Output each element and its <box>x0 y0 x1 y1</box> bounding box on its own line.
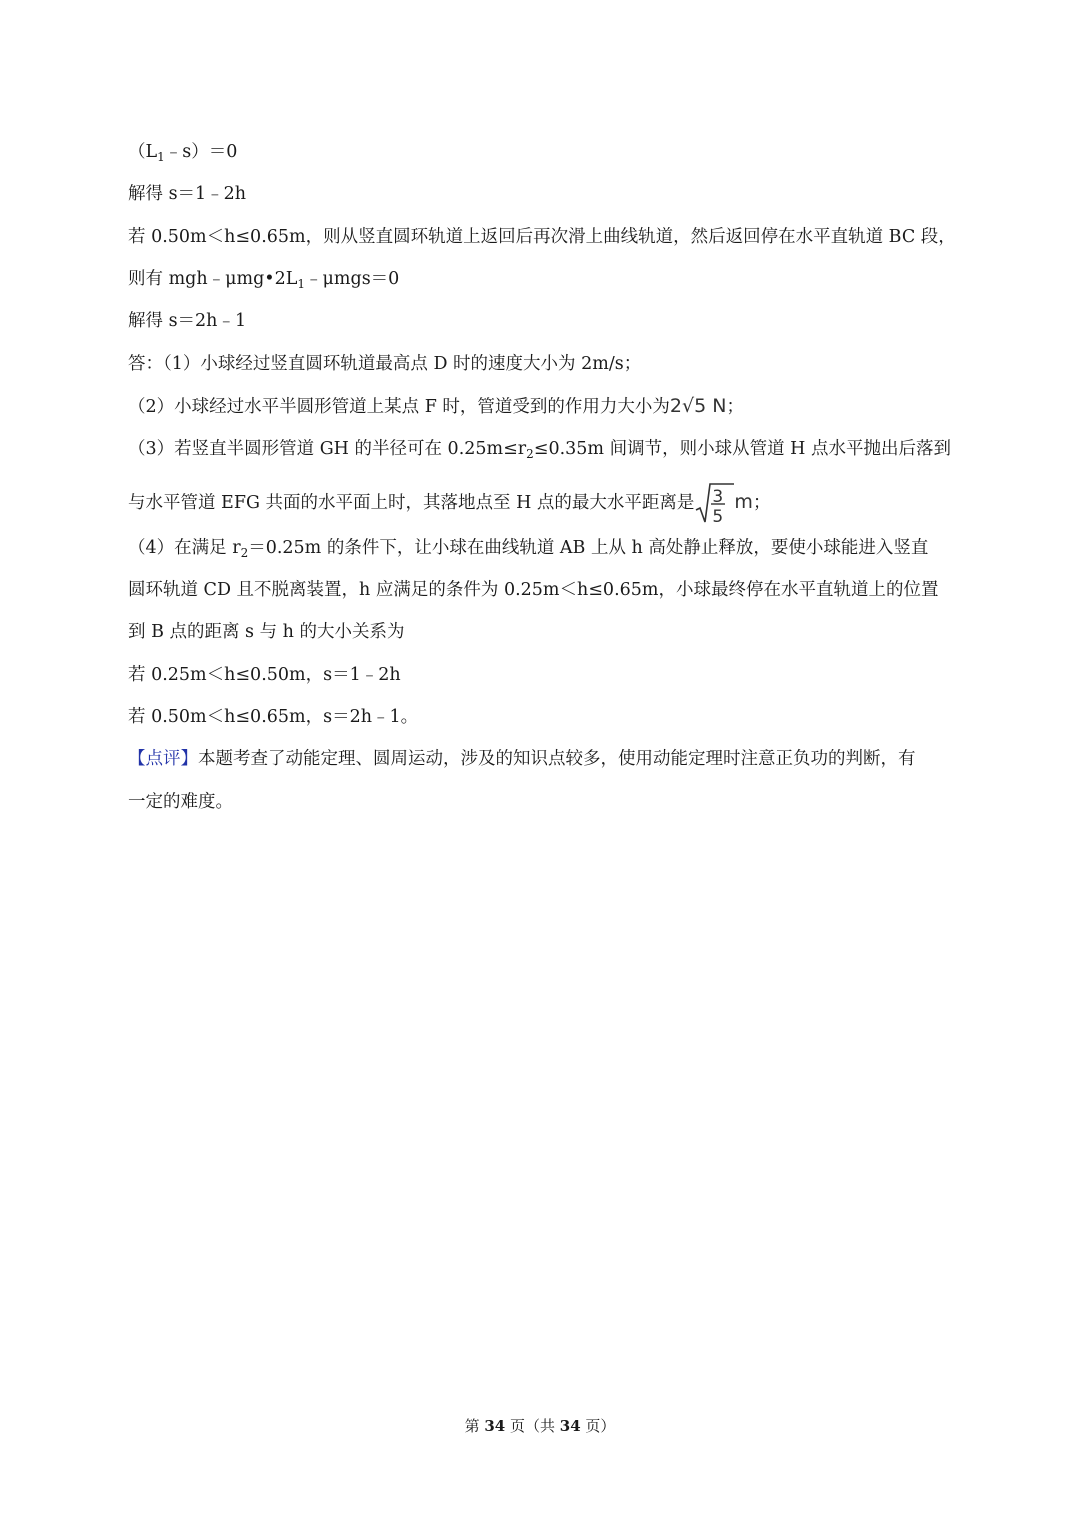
text-line: 解得 s＝2h﹣1 <box>128 311 247 331</box>
text: ≤0.35m 间调节，则小球从管道 H 点水平抛出后落到 <box>533 439 951 459</box>
page-number: 34 <box>484 1417 506 1435</box>
subscript: 1 <box>157 150 165 164</box>
text: ﹣s）＝0 <box>164 142 238 162</box>
unit: m <box>734 491 753 513</box>
text-line <box>128 266 976 297</box>
text: （2）小球经过水平半圆形管道上某点 F 时，管道受到的作用力大小为 <box>128 397 670 417</box>
text: ﹣μmgs＝0 <box>305 269 400 289</box>
subscript: 1 <box>297 277 306 291</box>
text: 则有 mgh﹣μmg•2L <box>128 269 298 289</box>
text-line <box>128 535 976 566</box>
text-line: 答：（1）小球经过竖直圆环轨道最高点 D 时的速度大小为 2m/s； <box>128 354 642 374</box>
subscript: 2 <box>240 546 249 560</box>
text-line: 圆环轨道 CD 且不脱离装置，h 应满足的条件为 0.25m＜h≤0.65m，小球最终停在水平直轨道上的位置 <box>128 580 939 600</box>
text: ； <box>752 493 771 513</box>
text: 本题考查了动能定理、圆周运动，涉及的知识点较多，使用动能定理时注意正负功的判断，有 <box>198 749 916 769</box>
fraction-numerator: 3 <box>712 487 724 507</box>
text: ； <box>726 397 744 417</box>
text: （4）在满足 r <box>128 538 241 558</box>
comment-line <box>128 746 976 772</box>
footer-text: 页（共 <box>505 1417 560 1435</box>
text: （3）若竖直半圆形管道 GH 的半径可在 0.25m≤r <box>128 439 527 459</box>
footer-text: 页） <box>580 1417 616 1435</box>
text: ＝0.25m 的条件下，让小球在曲线轨道 AB 上从 h 高处静止释放，要使小球能进入竖直 <box>248 538 929 558</box>
text-line <box>128 393 976 420</box>
text-line: 到 B 点的距离 s 与 h 的大小关系为 <box>128 622 405 642</box>
text: （L <box>128 142 158 162</box>
text-line: 若 0.25m＜h≤0.50m，s＝1﹣2h <box>128 665 401 685</box>
total-pages: 34 <box>559 1417 581 1435</box>
text-line <box>128 436 976 467</box>
sqrt-fraction <box>694 482 734 526</box>
text-line: 一定的难度。 <box>128 792 233 812</box>
text-line: 解得 s＝1﹣2h <box>128 184 247 204</box>
fraction-denominator: 5 <box>712 507 724 527</box>
text-line: 若 0.50m＜h≤0.65m，则从竖直圆环轨道上返回后再次滑上曲线轨道，然后返回停在水平直轨道 BC 段， <box>128 227 956 247</box>
text-line <box>128 139 976 170</box>
text-line: 若 0.50m＜h≤0.65m，s＝2h﹣1。 <box>128 707 419 727</box>
math-expression: 2√5 N <box>669 395 727 417</box>
text: 与水平管道 EFG 共面的水平面上时，其落地点至 H 点的最大水平距离是 <box>128 493 695 513</box>
page-footer <box>0 1415 1080 1436</box>
text-line <box>128 482 976 526</box>
subscript: 2 <box>526 447 534 461</box>
comment-tag: 【点评】 <box>128 749 198 769</box>
footer-text: 第 <box>464 1417 485 1435</box>
